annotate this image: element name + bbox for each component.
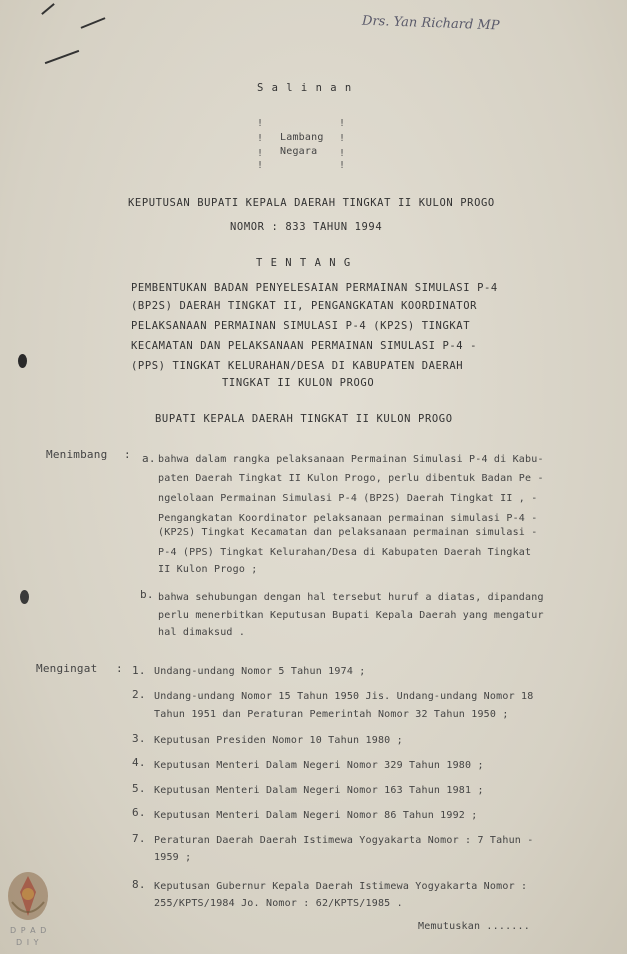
document-page: Drs. Yan Richard MP S a l i n a n ! ! ! ! ! ! ! ! Lambang Negara KEPUTUSAN BUPATI KEPALA DAERAH TINGKAT II KULON PROGO NOMOR : 833 TAHUN 1994 T E N T A N G PEMBENTUKAN BADAN PENYELESAIAN PERMAINAN SIMULASI P-4 (BP2S) DAERAH TINGKAT II, PENGANGKATAN KOORDINATOR PELAKSANAAN PERMAINAN SIMULASI P-4 (KP2S) TINGKAT KECAMATAN DAN PELAKSANAAN PERMAINAN SIMULASI P-4 - (PPS) TINGKAT KELURAHAN/DESA DI KABUPATEN DAERAH TINGKAT II KULON PROGO BUPATI KEPALA DAERAH TINGKAT II KULON PROGO Menimbang : a. bahwa dalam rangka pelaksanaan Permainan Simulasi P-4 di Kabu- paten Daerah Tingkat II Kulon Progo, perlu dibentuk Badan Pe - ngelolaan Permainan Simulasi P-4 (BP2S) Daerah Tingkat II , - Pengangkatan Koordinator pelaksanaan permainan simulasi P-4 - (KP2S) Tingkat Kecamatan dan pelaksanaan permainan simulasi - P-4 (PPS) Tingkat Kelurahan/Desa di Kabupaten Daerah Tingkat II Kulon Progo ; b. bahwa sehubungan dengan hal tersebut huruf a diatas, dipandang perlu menerbitkan Keputusan Bupati Kepala Daerah yang mengatur hal dimaksud . Mengingat : 1. Undang-undang Nomor 5 Tahun 1974 ; 2. Undang-undang Nomor 15 Tahun 1950 Jis. Undang-undang Nomor 18 Tahun 1951 dan Peraturan Pemerintah Nomor 32 Tahun 1950 ; 3. Keputusan Presiden Nomor 10 Tahun 1980 ; 4. Keputusan Menteri Dalam Negeri Nomor 329 Tahun 1980 ; 5. Keputusan Menteri Dalam Negeri Nomor 163 Tahun 1981 ; 6. Keputusan Menteri Dalam Negeri Nomor 86 Tahun 1992 ; 7. Peraturan Daerah Daerah Istimewa Yogyakarta Nomor : 7 Tahun - 1959 ; 8. Keputusan Gubernur Kepala Daerah Istimewa Yogyakarta Nomor : 255/KPTS/1984 Jo. Nomor : 62/KPTS/1985 . Memutuskan ....... D P A D D I Y xyxy=(0,0,627,954)
menimbang-label: Menimbang xyxy=(46,448,108,461)
subject-line: KECAMATAN DAN PELAKSANAAN PERMAINAN SIMULASI P-4 - xyxy=(131,340,478,352)
mengingat-colon: : xyxy=(116,662,123,675)
decree-title: KEPUTUSAN BUPATI KEPALA DAERAH TINGKAT II KULON PROGO xyxy=(128,197,495,209)
list-item-number: 8. xyxy=(132,878,146,891)
list-item: Tahun 1951 dan Peraturan Pemerintah Nomor 32 Tahun 1950 ; xyxy=(154,709,509,720)
list-item-number: 7. xyxy=(132,832,146,845)
pen-mark xyxy=(45,50,80,64)
negara-text: Negara xyxy=(280,146,318,157)
continuation-text: Memutuskan ....... xyxy=(418,921,530,932)
emblem-icon xyxy=(4,866,52,926)
list-item-number: 5. xyxy=(132,782,146,795)
list-item: 255/KPTS/1984 Jo. Nomor : 62/KPTS/1985 . xyxy=(154,898,403,909)
watermark-line: D I Y xyxy=(16,938,40,947)
pen-mark xyxy=(41,3,55,15)
punch-hole xyxy=(20,590,29,604)
menimbang-b-marker: b. xyxy=(140,588,154,601)
subject-line: TINGKAT II KULON PROGO xyxy=(222,377,375,389)
tentang-heading: T E N T A N G xyxy=(256,257,352,269)
list-item: 1959 ; xyxy=(154,852,192,863)
list-item: Undang-undang Nomor 15 Tahun 1950 Jis. Undang-undang Nomor 18 xyxy=(154,691,534,702)
lambang-text: Lambang xyxy=(280,132,324,143)
handwritten-note: Drs. Yan Richard MP xyxy=(361,13,500,34)
subject-line: PEMBENTUKAN BADAN PENYELESAIAN PERMAINAN SIMULASI P-4 xyxy=(131,282,498,294)
list-item: Keputusan Menteri Dalam Negeri Nomor 163 Tahun 1981 ; xyxy=(154,785,484,796)
list-item: Keputusan Menteri Dalam Negeri Nomor 86 Tahun 1992 ; xyxy=(154,810,478,821)
list-item-number: 3. xyxy=(132,732,146,745)
salinan-label: S a l i n a n xyxy=(257,82,353,94)
subject-line: (BP2S) DAERAH TINGKAT II, PENGANGKATAN KOORDINATOR xyxy=(131,300,478,312)
pen-mark xyxy=(81,17,106,29)
list-item-number: 4. xyxy=(132,756,146,769)
list-item-number: 2. xyxy=(132,688,146,701)
dpad-diy-logo xyxy=(4,866,52,952)
list-item: Peraturan Daerah Daerah Istimewa Yogyakarta Nomor : 7 Tahun - xyxy=(154,835,534,846)
list-item: Keputusan Gubernur Kepala Daerah Istimewa Yogyakarta Nomor : xyxy=(154,881,528,892)
list-item: Keputusan Presiden Nomor 10 Tahun 1980 ; xyxy=(154,735,403,746)
punch-hole xyxy=(18,354,27,368)
subject-line: PELAKSANAAN PERMAINAN SIMULASI P-4 (KP2S) TINGKAT xyxy=(131,320,471,332)
list-item-number: 6. xyxy=(132,806,146,819)
list-item: Undang-undang Nomor 5 Tahun 1974 ; xyxy=(154,666,366,677)
mengingat-label: Mengingat xyxy=(36,662,98,675)
list-item: Keputusan Menteri Dalam Negeri Nomor 329 Tahun 1980 ; xyxy=(154,760,484,771)
menimbang-colon: : xyxy=(124,448,131,461)
bupati-heading: BUPATI KEPALA DAERAH TINGKAT II KULON PROGO xyxy=(155,413,453,425)
list-item-number: 1. xyxy=(132,664,146,677)
watermark-line: D P A D xyxy=(10,926,48,935)
subject-line: (PPS) TINGKAT KELURAHAN/DESA DI KABUPATEN DAERAH xyxy=(131,360,464,372)
menimbang-a-marker: a. xyxy=(142,452,156,465)
decree-number: NOMOR : 833 TAHUN 1994 xyxy=(230,221,383,233)
